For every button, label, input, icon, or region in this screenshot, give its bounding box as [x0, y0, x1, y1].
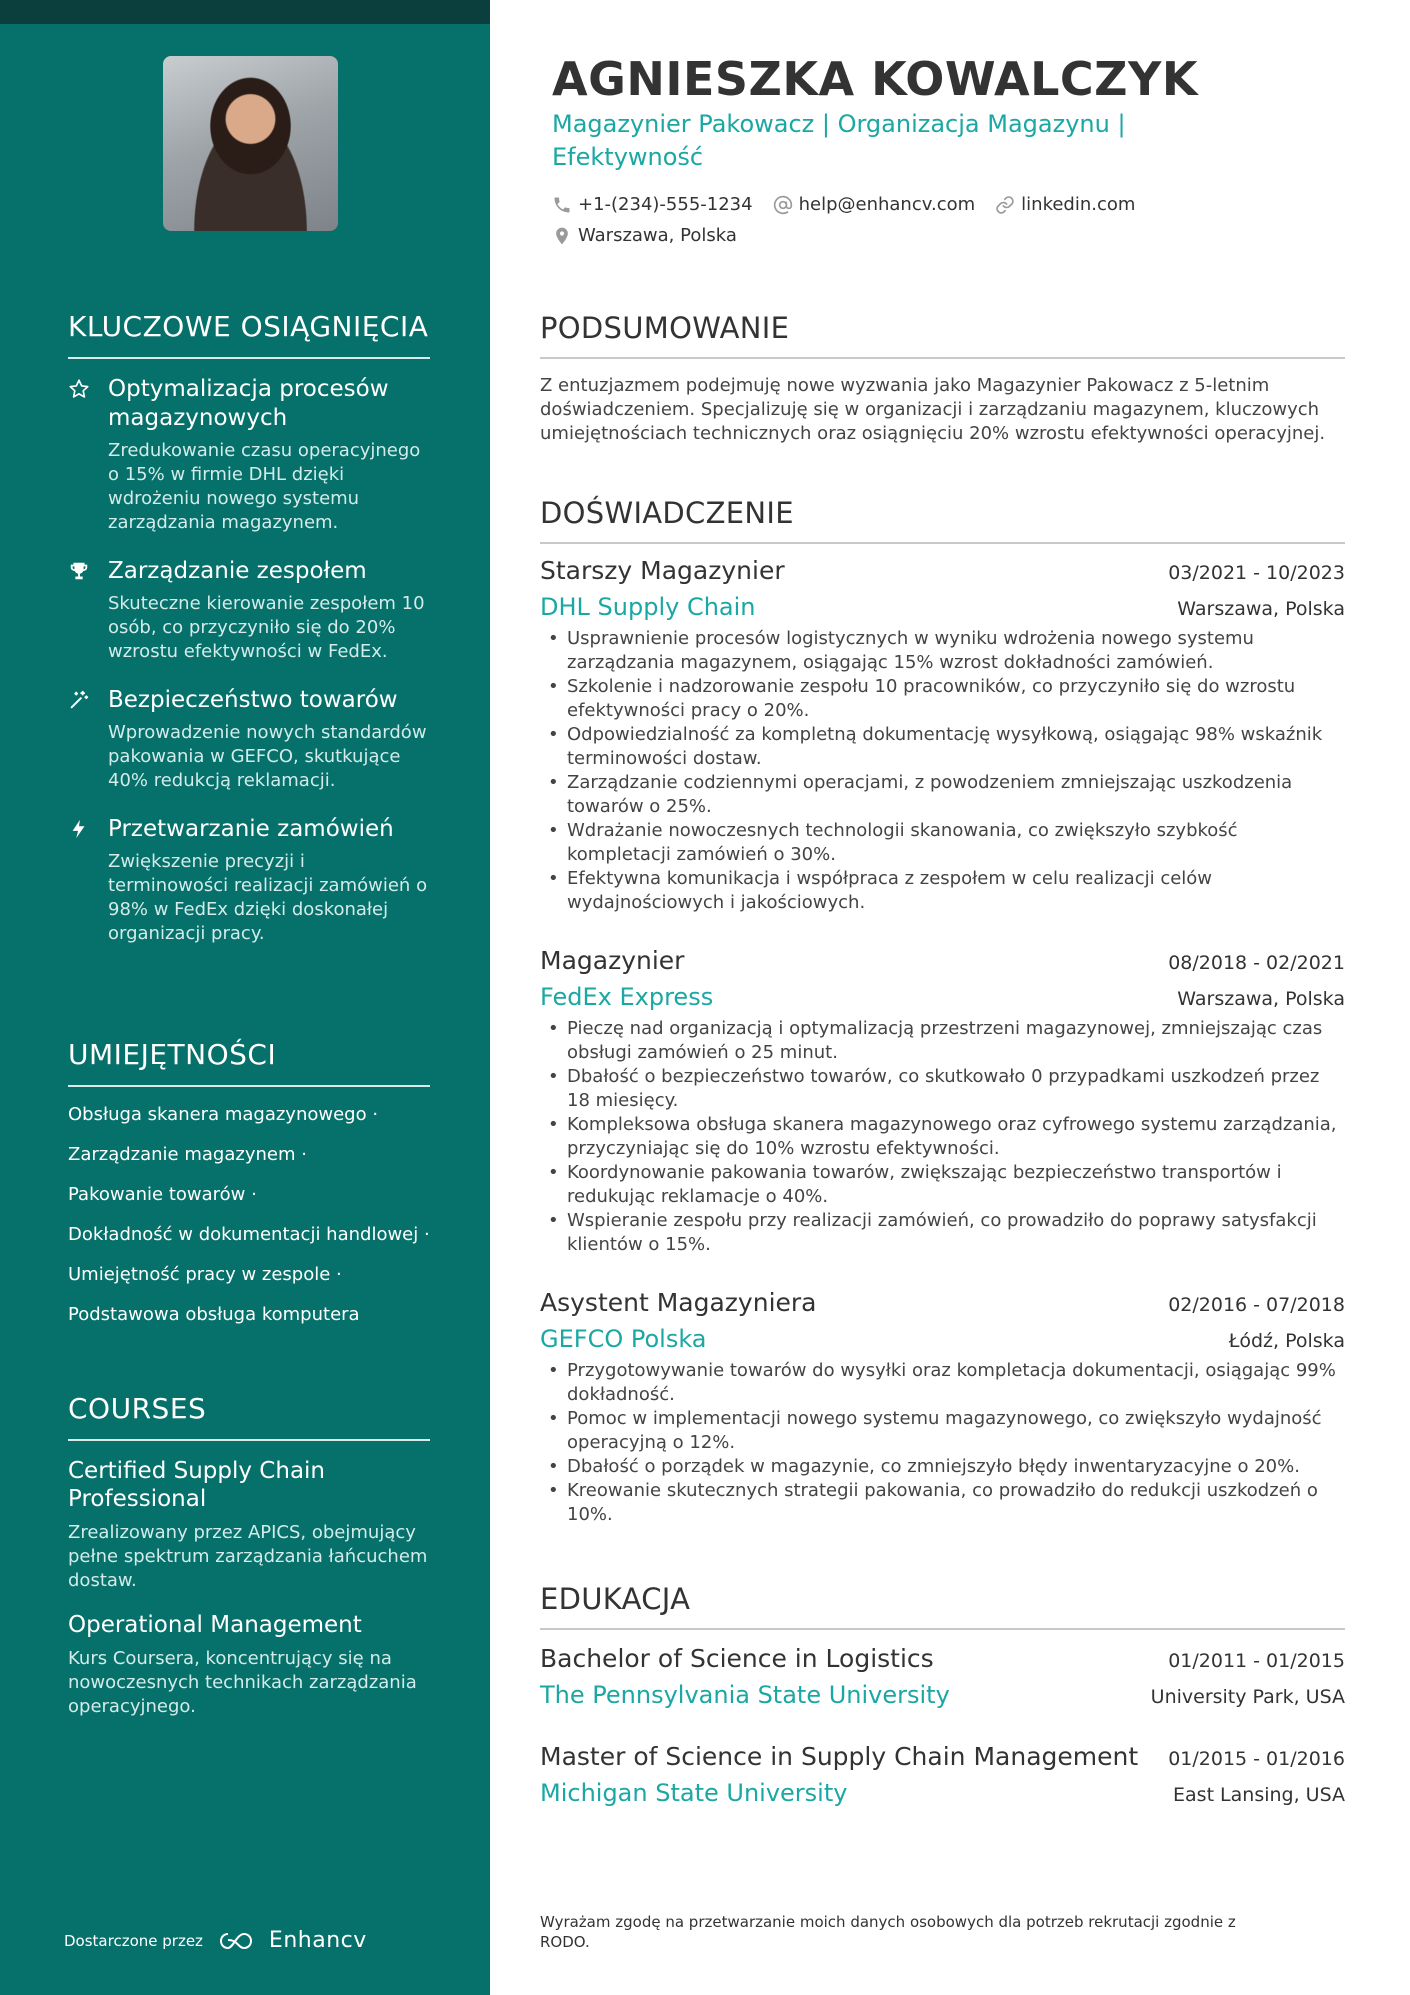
list-item: • Pomoc w implementacji nowego systemu magazynowego, co zwiększyło wydajność operacyjną o 12%.: [540, 1407, 1345, 1455]
linkedin-text: linkedin.com: [1021, 194, 1136, 215]
sidebar-top-bar: [0, 0, 490, 24]
job-dates: 03/2021 - 10/2023: [1168, 562, 1345, 584]
education-location: University Park, USA: [1150, 1686, 1345, 1708]
list-item: • Dbałość o bezpieczeństwo towarów, co skutkowało 0 przypadkami uszkodzeń przez 18 miesięcy.: [540, 1065, 1345, 1113]
achievement-title: Bezpieczeństwo towarów: [108, 687, 398, 713]
job-dates: 08/2018 - 02/2021: [1168, 952, 1345, 974]
achievements-section: [68, 310, 430, 968]
gdpr-consent: Wyrażam zgodę na przetwarzanie moich danych osobowych dla potrzeb rekrutacji zgodnie z RODO.: [540, 1913, 1236, 1951]
lightning-icon: [68, 815, 108, 946]
course-title: Certified Supply Chain Professional: [68, 1458, 326, 1512]
job-location: Łódź, Polska: [1228, 1330, 1345, 1352]
list-item: • Pieczę nad organizacją i optymalizacją przestrzeni magazynowej, zmniejszając czas obsługi zamówień o 25 minut.: [540, 1017, 1345, 1065]
job-entry: [540, 946, 1345, 1257]
trophy-icon: [68, 557, 108, 664]
achievement-desc: Zwiększenie precyzji i terminowości realizacji zamówień o 98% w FedEx dzięki doskonałej organizacji pracy.: [108, 851, 428, 944]
link-icon: [995, 195, 1015, 215]
education-school: Michigan State University: [540, 1779, 848, 1807]
skill-item: Zarządzanie magazynem ·: [68, 1144, 307, 1165]
powered-by: [64, 1928, 367, 1953]
education-title: EDUKACJA: [540, 1582, 1345, 1630]
job-entry: [540, 1288, 1345, 1527]
education-dates: 01/2015 - 01/2016: [1168, 1748, 1345, 1770]
summary-title: PODSUMOWANIE: [540, 311, 1345, 359]
list-item: • Dbałość o porządek w magazynie, co zmniejszyło błędy inwentaryzacyjne o 20%.: [540, 1455, 1345, 1479]
enhancv-brand: Enhancv: [268, 1928, 367, 1953]
job-location: Warszawa, Polska: [1177, 598, 1345, 620]
achievement-desc: Skuteczne kierowanie zespołem 10 osób, co przyczyniło się do 20% wzrostu efektywności w FedEx.: [108, 593, 425, 662]
list-item: • Koordynowanie pakowania towarów, zwiększając bezpieczeństwo transportów i redukując reklamacje o 40%.: [540, 1161, 1345, 1209]
skill-item: Obsługa skanera magazynowego ·: [68, 1104, 379, 1125]
magic-wand-icon: [68, 686, 108, 793]
skill-item: Umiejętność pracy w zespole ·: [68, 1264, 342, 1285]
achievement-desc: Zredukowanie czasu operacyjnego o 15% w firmie DHL dzięki wdrożeniu nowego systemu zarządzania magazynem.: [108, 440, 421, 533]
contact-row: [552, 194, 1155, 215]
job-title: Starszy Magazynier: [540, 556, 785, 585]
experience-title: DOŚWIADCZENIE: [540, 496, 1345, 544]
skills-title: UMIEJĘTNOŚCI: [68, 1038, 430, 1087]
achievement-item: [68, 815, 430, 946]
skills-section: [68, 1038, 430, 1343]
list-item: • Zarządzanie codziennymi operacjami, z powodzeniem zmniejszając uszkodzenia towarów o 25%.: [540, 771, 1345, 819]
list-item: • Przygotowywanie towarów do wysyłki oraz kompletacja dokumentacji, osiągając 99% dokładność.: [540, 1359, 1345, 1407]
education-entry: [540, 1644, 1345, 1709]
skill-item: Pakowanie towarów ·: [68, 1184, 257, 1205]
at-icon: [773, 195, 793, 215]
list-item: • Odpowiedzialność za kompletną dokumentację wysyłkową, osiągając 98% wskaźnik terminowości dostaw.: [540, 723, 1345, 771]
job-entry: [540, 556, 1345, 915]
candidate-name: AGNIESZKA KOWALCZYK: [552, 52, 1198, 106]
education-dates: 01/2011 - 01/2015: [1168, 1650, 1345, 1672]
job-bullets: [540, 627, 1345, 915]
course-item: [68, 1611, 430, 1719]
enhancv-logo[interactable]: [217, 1928, 367, 1953]
education-degree: Bachelor of Science in Logistics: [540, 1644, 934, 1673]
sidebar: [0, 0, 490, 1995]
powered-by-label: Dostarczone przez: [64, 1931, 203, 1950]
list-item: • Kreowanie skutecznych strategii pakowania, co prowadziło do redukcji uszkodzeń o 10%.: [540, 1479, 1345, 1527]
achievement-item: [68, 375, 430, 535]
location-pin-icon: [552, 226, 572, 246]
list-item: • Kompleksowa obsługa skanera magazynowego oraz cyfrowego systemu zarządzania, przyczyniając się do 10% wzrostu efektywności.: [540, 1113, 1345, 1161]
list-item: • Wspieranie zespołu przy realizacji zamówień, co prowadziło do poprawy satysfakcji klientów o 15%.: [540, 1209, 1345, 1257]
star-icon: [68, 375, 108, 535]
job-title: Magazynier: [540, 946, 685, 975]
job-dates: 02/2016 - 07/2018: [1168, 1294, 1345, 1316]
job-bullets: [540, 1017, 1345, 1257]
location-row: [552, 225, 757, 246]
education-location: East Lansing, USA: [1173, 1784, 1345, 1806]
achievement-item: [68, 557, 430, 664]
list-item: • Usprawnienie procesów logistycznych w wyniku wdrożenia nowego systemu zarządzania magazynem, osiągając 15% wzrost dokładności zamówień.: [540, 627, 1345, 675]
candidate-headline: Magazynier Pakowacz | Organizacja Magazynu | Efektywność: [552, 110, 1126, 171]
skill-item: Dokładność w dokumentacji handlowej ·: [68, 1224, 430, 1245]
skill-item: Podstawowa obsługa komputera: [68, 1304, 360, 1325]
job-company: FedEx Express: [540, 983, 714, 1011]
achievement-desc: Wprowadzenie nowych standardów pakowania w GEFCO, skutkujące 40% redukcją reklamacji.: [108, 722, 427, 791]
education-entry: [540, 1742, 1345, 1807]
achievements-title: KLUCZOWE OSIĄGNIĘCIA: [68, 310, 430, 359]
achievement-item: [68, 686, 430, 793]
list-item: • Szkolenie i nadzorowanie zespołu 10 pracowników, co przyczyniło się do wzrostu efektywności pracy o 20%.: [540, 675, 1345, 723]
course-item: [68, 1457, 430, 1593]
email-text: help@enhancv.com: [798, 194, 976, 215]
course-desc: Kurs Coursera, koncentrujący się na nowoczesnych technikach zarządzania operacyjnego.: [68, 1648, 417, 1717]
job-title: Asystent Magazyniera: [540, 1288, 817, 1317]
courses-section: [68, 1392, 430, 1737]
contact-location: [552, 225, 737, 246]
phone-text: +1-(234)-555-1234: [578, 194, 753, 215]
job-bullets: [540, 1359, 1345, 1527]
achievement-title: Przetwarzanie zamówień: [108, 816, 394, 842]
profile-photo: [163, 56, 338, 231]
education-school: The Pennsylvania State University: [540, 1681, 950, 1709]
achievement-title: Zarządzanie zespołem: [108, 558, 367, 584]
contact-linkedin[interactable]: [995, 194, 1135, 215]
job-company: DHL Supply Chain: [540, 593, 756, 621]
course-desc: Zrealizowany przez APICS, obejmujący pełne spektrum zarządzania łańcuchem dostaw.: [68, 1522, 428, 1591]
achievement-title: Optymalizacja procesów magazynowych: [108, 376, 389, 431]
contact-email[interactable]: [773, 194, 976, 215]
phone-icon: [552, 195, 572, 215]
contact-phone[interactable]: [552, 194, 753, 215]
job-location: Warszawa, Polska: [1177, 988, 1345, 1010]
enhancv-logo-icon: [217, 1930, 261, 1952]
list-item: • Efektywna komunikacja i współpraca z zespołem w celu realizacji celów wydajnościowych i jakościowych.: [540, 867, 1345, 915]
education-degree: Master of Science in Supply Chain Management: [540, 1742, 1139, 1771]
courses-title: COURSES: [68, 1392, 430, 1441]
course-title: Operational Management: [68, 1612, 362, 1638]
location-text: Warszawa, Polska: [578, 225, 737, 246]
list-item: • Wdrażanie nowoczesnych technologii skanowania, co zwiększyło szybkość kompletacji zamówień o 30%.: [540, 819, 1345, 867]
job-company: GEFCO Polska: [540, 1325, 707, 1353]
summary-text: Z entuzjazmem podejmuję nowe wyzwania jako Magazynier Pakowacz z 5-letnim doświadczeniem. Specjalizuję się w organizacji i zarządzaniu magazynem, kluczowych umiejętnościach technicznych oraz osiągnięciu 20% wzrostu efektywności operacyjnej.: [540, 375, 1326, 444]
